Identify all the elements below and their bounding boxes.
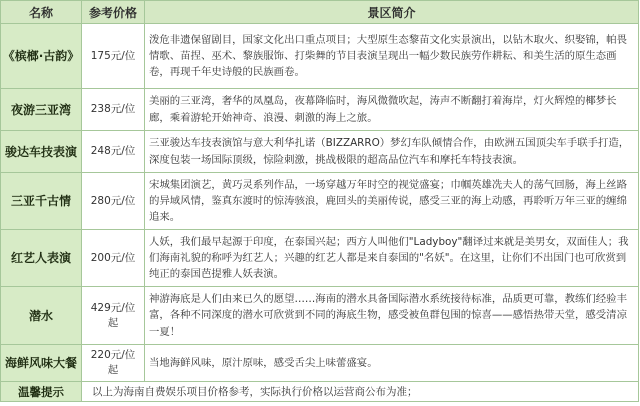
table-row	[1, 287, 639, 345]
table-row	[1, 131, 639, 173]
table-row	[1, 89, 639, 131]
row-name: 夜游三亚湾	[1, 89, 82, 131]
row-price: 238元/位	[82, 89, 145, 131]
row-name: 红艺人表演	[1, 230, 82, 287]
row-price: 248元/位	[82, 131, 145, 173]
row-desc: 当地海鲜风味，原汁原味，感受舌尖上味蕾盛宴。	[145, 345, 639, 382]
table-row	[1, 173, 639, 230]
row-desc: 美丽的三亚湾，奢华的凤凰岛，夜幕降临时，海风微微吹起，涛声不断翻打着海岸，灯火辉煌的椰梦长廊，乘着游轮开始神奇、浪漫、刺激的海上之旅。	[145, 89, 639, 131]
row-price: 175元/位	[82, 24, 145, 89]
row-name: 三亚千古情	[1, 173, 82, 230]
row-desc: 泼危非遗保留剧目，国家文化出口重点项目；大型原生态黎苗文化实景演出，以钻木取火、织娶锦，帕畏情歌、苗捏、巫术、黎族服饰、打柴舞的节目表演呈现出一幅少数民族劳作耕耘、和美生活的原生态画卷，再现千年史诗般的民族画卷。	[145, 24, 639, 89]
row-name: 骏达车技表演	[1, 131, 82, 173]
row-name: 潜水	[1, 287, 82, 345]
row-price: 429元/位起	[82, 287, 145, 345]
row-desc: 宋城集团演艺，黄巧灵系列作品，一场穿越万年时空的视觉盛宴；巾帼英雄冼夫人的荡气回肠，海上丝路的异域风情，鉴真东渡时的惊涛骇浪，鹿回头的美丽传说，感受三亚的海上动感，再聆听万年三亚的缠绵追来。	[145, 173, 639, 230]
row-desc: 三亚骏达车技表演馆与意大利华扎诺（BIZZARRO）梦幻车队倾情合作，由欧洲五国顶尖车手联手打造，深度包装一场国际顶级，惊险刺激，挑战极限的超高品位汽车和摩托车特技表演。	[145, 131, 639, 173]
header-desc: 景区简介	[145, 1, 639, 24]
row-name: 海鲜风味大餐	[1, 345, 82, 382]
header-name: 名称	[1, 1, 82, 24]
table-row	[1, 230, 639, 287]
table-row	[1, 24, 639, 89]
row-desc: 人妖，我们最早起源于印度，在泰国兴起；西方人叫他们"Ladyboy"翻译过来就是美男女，双面佳人；我们海南礼貌的称呼为红艺人；兴趣的红艺人都是来自泰国的"名妖"。在这里，让你们不出国门也可欣赏到纯正的泰国芭提雅人妖表演。	[145, 230, 639, 287]
note-row	[1, 382, 639, 402]
row-price: 220元/位起	[82, 345, 145, 382]
table-row	[1, 345, 639, 382]
note-label: 温馨提示	[1, 382, 82, 402]
row-price: 200元/位	[82, 230, 145, 287]
row-name: 《槟榔·古韵》	[1, 24, 82, 89]
table-header-row	[1, 1, 639, 24]
header-price: 参考价格	[82, 1, 145, 24]
row-desc: 神游海底是人们由来已久的愿望……海南的潜水具备国际潜水系统接待标准，品质更可靠，教练们经验丰富，各种不同深度的潜水可欣赏到不同的海底生物，感受被鱼群包围的惊喜——感悟热带天堂，感受清凉一夏！	[145, 287, 639, 345]
row-price: 280元/位	[82, 173, 145, 230]
note-text: 以上为海南自费娱乐项目价格参考，实际执行价格以运营商公布为准；	[82, 382, 639, 402]
